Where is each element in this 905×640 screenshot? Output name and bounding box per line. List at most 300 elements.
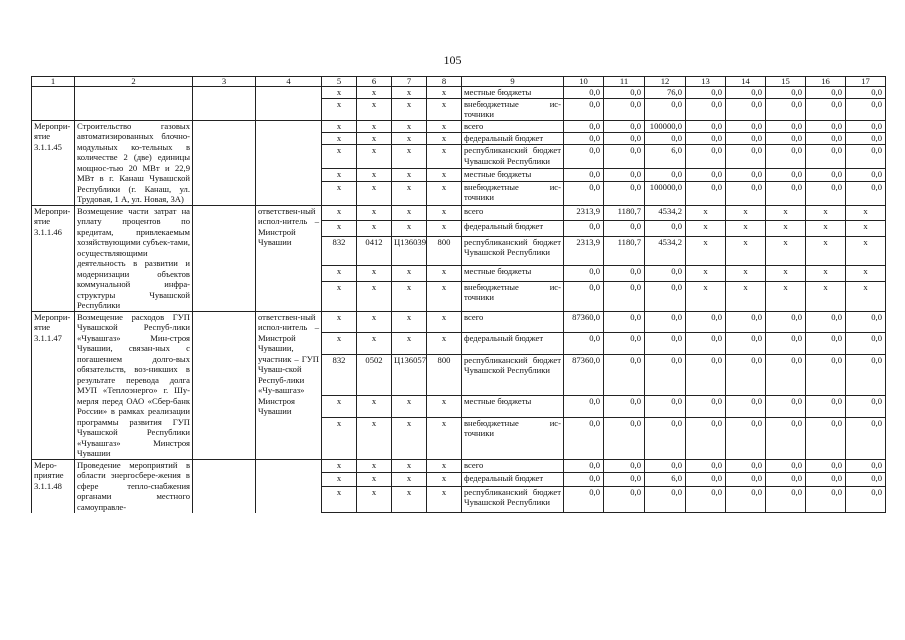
column-number-14: 14 (726, 77, 766, 87)
year-value-cell: 0,0 (766, 98, 806, 120)
year-value-cell: 0,0 (726, 311, 766, 333)
vr-cell: x (427, 311, 462, 333)
year-value-cell: 0,0 (846, 98, 886, 120)
year-value-cell: 6,0 (645, 145, 686, 169)
year-value-cell: 0,0 (645, 417, 686, 459)
vr-cell: x (427, 169, 462, 181)
year-value-cell: 0,0 (726, 132, 766, 144)
column-number-15: 15 (766, 77, 806, 87)
year-value-cell: 1180,7 (604, 205, 645, 221)
funding-source-cell: федеральный бюджет (462, 221, 564, 237)
csr-cell: Ц136057 (392, 354, 427, 395)
year-value-cell: 0,0 (645, 98, 686, 120)
grbs-cell: x (322, 417, 357, 459)
vr-cell: 800 (427, 236, 462, 266)
grbs-cell: 832 (322, 236, 357, 266)
result-cell (193, 205, 256, 311)
funding-source-cell: республиканский бюджет Чувашской Республики (462, 354, 564, 395)
funding-source-cell: республиканский бюджет Чувашской Республики (462, 145, 564, 169)
grbs-cell: 832 (322, 354, 357, 395)
year-value-cell: 2313,9 (564, 205, 604, 221)
year-value-cell: 0,0 (766, 132, 806, 144)
year-value-cell: 0,0 (806, 473, 846, 487)
year-value-cell: 0,0 (726, 486, 766, 512)
rz-pr-cell: x (357, 473, 392, 487)
grbs-cell: x (322, 98, 357, 120)
year-value-cell: 0,0 (645, 333, 686, 355)
year-value-cell: 0,0 (604, 396, 645, 418)
year-value-cell: 0,0 (604, 120, 645, 132)
year-value-cell: 0,0 (806, 98, 846, 120)
column-number-11: 11 (604, 77, 645, 87)
year-value-cell: 0,0 (726, 333, 766, 355)
year-value-cell: 0,0 (726, 120, 766, 132)
table-row (32, 120, 886, 132)
year-value-cell: 0,0 (686, 87, 726, 99)
year-value-cell: 0,0 (645, 459, 686, 473)
year-value-cell: 0,0 (726, 473, 766, 487)
description-cell: Проведение мероприятий в области энергосбере-жения в сфере тепло-снабжения органами местного самоуправле- (75, 459, 193, 513)
year-value-cell: x (806, 281, 846, 311)
executor-cell (256, 87, 322, 121)
year-value-cell: 0,0 (726, 354, 766, 395)
year-value-cell: 0,0 (604, 311, 645, 333)
rz-pr-cell: x (357, 145, 392, 169)
csr-cell: x (392, 486, 427, 512)
year-value-cell: x (686, 266, 726, 282)
result-cell (193, 87, 256, 121)
year-value-cell: 0,0 (645, 486, 686, 512)
grbs-cell: x (322, 145, 357, 169)
year-value-cell: 0,0 (806, 87, 846, 99)
year-value-cell: 0,0 (564, 417, 604, 459)
year-value-cell: 0,0 (604, 145, 645, 169)
year-value-cell: x (846, 236, 886, 266)
vr-cell: x (427, 459, 462, 473)
csr-cell: x (392, 333, 427, 355)
rz-pr-cell: x (357, 266, 392, 282)
year-value-cell: 0,0 (726, 169, 766, 181)
grbs-cell: x (322, 333, 357, 355)
executor-cell (256, 459, 322, 513)
rz-pr-cell: x (357, 132, 392, 144)
rz-pr-cell: x (357, 205, 392, 221)
measure-cell (32, 87, 75, 121)
funding-source-cell: республиканский бюджет Чувашской Республики (462, 236, 564, 266)
year-value-cell: 0,0 (766, 311, 806, 333)
year-value-cell: 0,0 (564, 221, 604, 237)
result-cell (193, 459, 256, 513)
funding-source-cell: внебюджетные ис-точники (462, 181, 564, 205)
column-number-5: 5 (322, 77, 357, 87)
measure-cell: Меропри-ятие 3.1.1.46 (32, 205, 75, 311)
rz-pr-cell: x (357, 120, 392, 132)
year-value-cell: 0,0 (806, 459, 846, 473)
funding-source-cell: местные бюджеты (462, 87, 564, 99)
year-value-cell: 0,0 (604, 417, 645, 459)
year-value-cell: 0,0 (604, 459, 645, 473)
description-cell: Возмещение расходов ГУП Чувашской Респуб-лики «Чувашгаз» Мин-строя Чувашии, связан-ных с погашением долго-вых обязательств, воз-никших в результате перевода долга МУП «Теплоэнерго» г. Шу-мерля перед ОАО «Сбер-банк России» в рамках реализации программы развития ГУП Чувашской Республики «Чувашгаз» Минстроя Чувашии (75, 311, 193, 459)
year-value-cell: 0,0 (846, 181, 886, 205)
year-value-cell: 0,0 (604, 169, 645, 181)
grbs-cell: x (322, 396, 357, 418)
grbs-cell: x (322, 459, 357, 473)
funding-source-cell: республиканский бюджет Чувашской Республики (462, 486, 564, 512)
year-value-cell: 0,0 (806, 354, 846, 395)
year-value-cell: 0,0 (604, 98, 645, 120)
vr-cell: x (427, 333, 462, 355)
year-value-cell: 0,0 (686, 417, 726, 459)
year-value-cell: 4534,2 (645, 205, 686, 221)
column-number-8: 8 (427, 77, 462, 87)
year-value-cell: 87360,0 (564, 311, 604, 333)
year-value-cell: 0,0 (564, 98, 604, 120)
rz-pr-cell: x (357, 333, 392, 355)
funding-source-cell: местные бюджеты (462, 396, 564, 418)
csr-cell: x (392, 281, 427, 311)
funding-source-cell: местные бюджеты (462, 266, 564, 282)
grbs-cell: x (322, 181, 357, 205)
measure-cell: Меропри-ятие 3.1.1.47 (32, 311, 75, 459)
funding-source-cell: федеральный бюджет (462, 333, 564, 355)
year-value-cell: 0,0 (726, 181, 766, 205)
year-value-cell: 0,0 (604, 87, 645, 99)
year-value-cell: 0,0 (806, 181, 846, 205)
year-value-cell: 0,0 (604, 473, 645, 487)
year-value-cell: 0,0 (686, 473, 726, 487)
year-value-cell: 0,0 (766, 459, 806, 473)
year-value-cell: 0,0 (645, 221, 686, 237)
year-value-cell: 0,0 (846, 486, 886, 512)
csr-cell: x (392, 181, 427, 205)
year-value-cell: x (766, 236, 806, 266)
rz-pr-cell: 0502 (357, 354, 392, 395)
year-value-cell: 1180,7 (604, 236, 645, 266)
grbs-cell: x (322, 87, 357, 99)
csr-cell: x (392, 396, 427, 418)
year-value-cell: x (806, 221, 846, 237)
year-value-cell: x (686, 236, 726, 266)
column-number-6: 6 (357, 77, 392, 87)
year-value-cell: 100000,0 (645, 181, 686, 205)
table-row (32, 87, 886, 99)
column-number-10: 10 (564, 77, 604, 87)
year-value-cell: 0,0 (564, 266, 604, 282)
year-value-cell: x (726, 266, 766, 282)
vr-cell: x (427, 87, 462, 99)
year-value-cell: 0,0 (645, 169, 686, 181)
csr-cell: x (392, 311, 427, 333)
year-value-cell: 0,0 (806, 169, 846, 181)
year-value-cell: x (726, 236, 766, 266)
rz-pr-cell: x (357, 281, 392, 311)
column-number-2: 2 (75, 77, 193, 87)
grbs-cell: x (322, 132, 357, 144)
funding-source-cell: внебюджетные ис-точники (462, 281, 564, 311)
vr-cell: x (427, 132, 462, 144)
year-value-cell: 0,0 (726, 87, 766, 99)
year-value-cell: 0,0 (564, 396, 604, 418)
year-value-cell: 0,0 (686, 98, 726, 120)
year-value-cell: 0,0 (645, 396, 686, 418)
grbs-cell: x (322, 486, 357, 512)
year-value-cell: 0,0 (846, 132, 886, 144)
column-number-9: 9 (462, 77, 564, 87)
year-value-cell: 0,0 (604, 281, 645, 311)
vr-cell: x (427, 281, 462, 311)
year-value-cell: 0,0 (806, 145, 846, 169)
year-value-cell: 0,0 (766, 87, 806, 99)
year-value-cell: 0,0 (564, 169, 604, 181)
executor-cell: ответствен-ный испол-нитель – Минстрой Чувашии, участник – ГУП Чуваш-ской Респуб-лики «Чу-вашгаз» Минстроя Чувашии (256, 311, 322, 459)
funding-source-cell: всего (462, 120, 564, 132)
funding-source-cell: федеральный бюджет (462, 132, 564, 144)
year-value-cell: 0,0 (726, 145, 766, 169)
year-value-cell: 0,0 (645, 132, 686, 144)
funding-source-cell: всего (462, 311, 564, 333)
vr-cell: x (427, 417, 462, 459)
year-value-cell: x (766, 281, 806, 311)
year-value-cell: x (726, 221, 766, 237)
year-value-cell: 2313,9 (564, 236, 604, 266)
year-value-cell: 0,0 (766, 486, 806, 512)
rz-pr-cell: x (357, 221, 392, 237)
year-value-cell: 0,0 (806, 120, 846, 132)
year-value-cell: 0,0 (766, 120, 806, 132)
table-row (32, 459, 886, 473)
grbs-cell: x (322, 266, 357, 282)
csr-cell: x (392, 459, 427, 473)
year-value-cell: 0,0 (846, 354, 886, 395)
year-value-cell: 0,0 (846, 120, 886, 132)
year-value-cell: 0,0 (726, 417, 766, 459)
year-value-cell: 0,0 (766, 354, 806, 395)
year-value-cell: 0,0 (766, 473, 806, 487)
year-value-cell: 0,0 (645, 281, 686, 311)
year-value-cell: 0,0 (686, 333, 726, 355)
year-value-cell: x (766, 221, 806, 237)
year-value-cell: x (726, 281, 766, 311)
header-row (32, 77, 886, 87)
year-value-cell: x (846, 205, 886, 221)
executor-cell: ответствен-ный испол-нитель – Минстрой Чувашии (256, 205, 322, 311)
year-value-cell: 100000,0 (645, 120, 686, 132)
year-value-cell: 0,0 (686, 396, 726, 418)
table-row (32, 311, 886, 333)
year-value-cell: x (846, 281, 886, 311)
year-value-cell: 0,0 (564, 181, 604, 205)
measure-cell: Меропри-ятие 3.1.1.45 (32, 120, 75, 205)
table-row (32, 205, 886, 221)
rz-pr-cell: x (357, 486, 392, 512)
vr-cell: x (427, 181, 462, 205)
csr-cell: x (392, 87, 427, 99)
year-value-cell: 0,0 (846, 396, 886, 418)
year-value-cell: 0,0 (686, 354, 726, 395)
vr-cell: x (427, 120, 462, 132)
csr-cell: x (392, 132, 427, 144)
rz-pr-cell: x (357, 459, 392, 473)
year-value-cell: 76,0 (645, 87, 686, 99)
year-value-cell: x (806, 236, 846, 266)
year-value-cell: 0,0 (686, 459, 726, 473)
year-value-cell: 87360,0 (564, 354, 604, 395)
year-value-cell: 0,0 (645, 311, 686, 333)
vr-cell: x (427, 145, 462, 169)
year-value-cell: 0,0 (726, 98, 766, 120)
column-number-7: 7 (392, 77, 427, 87)
grbs-cell: x (322, 205, 357, 221)
csr-cell: x (392, 98, 427, 120)
year-value-cell: x (686, 205, 726, 221)
csr-cell: Ц136039 (392, 236, 427, 266)
csr-cell: x (392, 205, 427, 221)
year-value-cell: 0,0 (846, 87, 886, 99)
year-value-cell: 0,0 (766, 181, 806, 205)
year-value-cell: 0,0 (846, 145, 886, 169)
result-cell (193, 120, 256, 205)
year-value-cell: 0,0 (686, 132, 726, 144)
year-value-cell: 0,0 (846, 417, 886, 459)
grbs-cell: x (322, 120, 357, 132)
year-value-cell: 0,0 (604, 181, 645, 205)
year-value-cell: 0,0 (686, 181, 726, 205)
vr-cell: x (427, 205, 462, 221)
rz-pr-cell: x (357, 396, 392, 418)
year-value-cell: 0,0 (806, 311, 846, 333)
column-number-3: 3 (193, 77, 256, 87)
csr-cell: x (392, 169, 427, 181)
csr-cell: x (392, 221, 427, 237)
year-value-cell: 0,0 (564, 87, 604, 99)
column-number-17: 17 (846, 77, 886, 87)
year-value-cell: 0,0 (726, 396, 766, 418)
year-value-cell: 0,0 (806, 132, 846, 144)
year-value-cell: 0,0 (766, 169, 806, 181)
rz-pr-cell: x (357, 169, 392, 181)
year-value-cell: x (806, 205, 846, 221)
year-value-cell: 0,0 (846, 333, 886, 355)
year-value-cell: 0,0 (686, 486, 726, 512)
grbs-cell: x (322, 169, 357, 181)
description-cell (75, 87, 193, 121)
vr-cell: x (427, 396, 462, 418)
grbs-cell: x (322, 311, 357, 333)
column-number-4: 4 (256, 77, 322, 87)
vr-cell: x (427, 98, 462, 120)
csr-cell: x (392, 120, 427, 132)
year-value-cell: 0,0 (766, 333, 806, 355)
column-number-13: 13 (686, 77, 726, 87)
year-value-cell: x (846, 266, 886, 282)
year-value-cell: 0,0 (604, 266, 645, 282)
year-value-cell: x (846, 221, 886, 237)
vr-cell: 800 (427, 354, 462, 395)
year-value-cell: 0,0 (645, 354, 686, 395)
year-value-cell: 0,0 (806, 333, 846, 355)
year-value-cell: 0,0 (604, 333, 645, 355)
csr-cell: x (392, 473, 427, 487)
year-value-cell: 0,0 (806, 486, 846, 512)
year-value-cell: x (726, 205, 766, 221)
year-value-cell: 0,0 (806, 396, 846, 418)
year-value-cell: 0,0 (604, 221, 645, 237)
year-value-cell: 0,0 (846, 311, 886, 333)
csr-cell: x (392, 145, 427, 169)
year-value-cell: 0,0 (686, 311, 726, 333)
funding-source-cell: внебюджетные ис-точники (462, 417, 564, 459)
year-value-cell: 0,0 (564, 473, 604, 487)
program-table (31, 76, 886, 513)
year-value-cell: x (766, 266, 806, 282)
funding-source-cell: всего (462, 459, 564, 473)
year-value-cell: 0,0 (686, 169, 726, 181)
measure-cell: Меро-приятие 3.1.1.48 (32, 459, 75, 513)
year-value-cell: 4534,2 (645, 236, 686, 266)
funding-source-cell: внебюджетные ис-точники (462, 98, 564, 120)
year-value-cell: 0,0 (564, 132, 604, 144)
funding-source-cell: федеральный бюджет (462, 473, 564, 487)
rz-pr-cell: x (357, 181, 392, 205)
funding-source-cell: местные бюджеты (462, 169, 564, 181)
grbs-cell: x (322, 281, 357, 311)
column-number-1: 1 (32, 77, 75, 87)
year-value-cell: 0,0 (766, 417, 806, 459)
vr-cell: x (427, 221, 462, 237)
year-value-cell: 0,0 (726, 459, 766, 473)
year-value-cell: x (806, 266, 846, 282)
year-value-cell: x (686, 281, 726, 311)
description-cell: Строительство газовых автоматизированных блочно-модульных ко-тельных в количестве 2 (две) единицы мощнос-тью 20 МВт и 22,9 МВт в г. Канаш Чувашской Республики (г. Канаш, ул. Трудовая, 1 А, ул. Новая, 3А) (75, 120, 193, 205)
rz-pr-cell: x (357, 417, 392, 459)
csr-cell: x (392, 417, 427, 459)
column-number-12: 12 (645, 77, 686, 87)
result-cell (193, 311, 256, 459)
vr-cell: x (427, 266, 462, 282)
funding-source-cell: всего (462, 205, 564, 221)
year-value-cell: 0,0 (564, 145, 604, 169)
year-value-cell: 6,0 (645, 473, 686, 487)
description-cell: Возмещение части затрат на уплату процентов по кредитам, привлекаемым хозяйствующими субъек-тами, осуществляющими деятельность в развитии и модернизации объектов коммунальной инфра-структуры Чувашской Республики (75, 205, 193, 311)
year-value-cell: 0,0 (766, 396, 806, 418)
year-value-cell: 0,0 (686, 120, 726, 132)
year-value-cell: 0,0 (846, 459, 886, 473)
grbs-cell: x (322, 473, 357, 487)
rz-pr-cell: x (357, 311, 392, 333)
year-value-cell: 0,0 (564, 120, 604, 132)
year-value-cell: 0,0 (846, 473, 886, 487)
year-value-cell: 0,0 (604, 486, 645, 512)
grbs-cell: x (322, 221, 357, 237)
year-value-cell: 0,0 (604, 354, 645, 395)
year-value-cell: 0,0 (806, 417, 846, 459)
year-value-cell: x (686, 221, 726, 237)
year-value-cell: 0,0 (604, 132, 645, 144)
vr-cell: x (427, 473, 462, 487)
rz-pr-cell: x (357, 87, 392, 99)
year-value-cell: 0,0 (564, 486, 604, 512)
csr-cell: x (392, 266, 427, 282)
year-value-cell: 0,0 (564, 459, 604, 473)
executor-cell (256, 120, 322, 205)
year-value-cell: 0,0 (564, 333, 604, 355)
year-value-cell: x (766, 205, 806, 221)
rz-pr-cell: x (357, 98, 392, 120)
year-value-cell: 0,0 (686, 145, 726, 169)
year-value-cell: 0,0 (766, 145, 806, 169)
page-number: 105 (443, 53, 462, 67)
rz-pr-cell: 0412 (357, 236, 392, 266)
